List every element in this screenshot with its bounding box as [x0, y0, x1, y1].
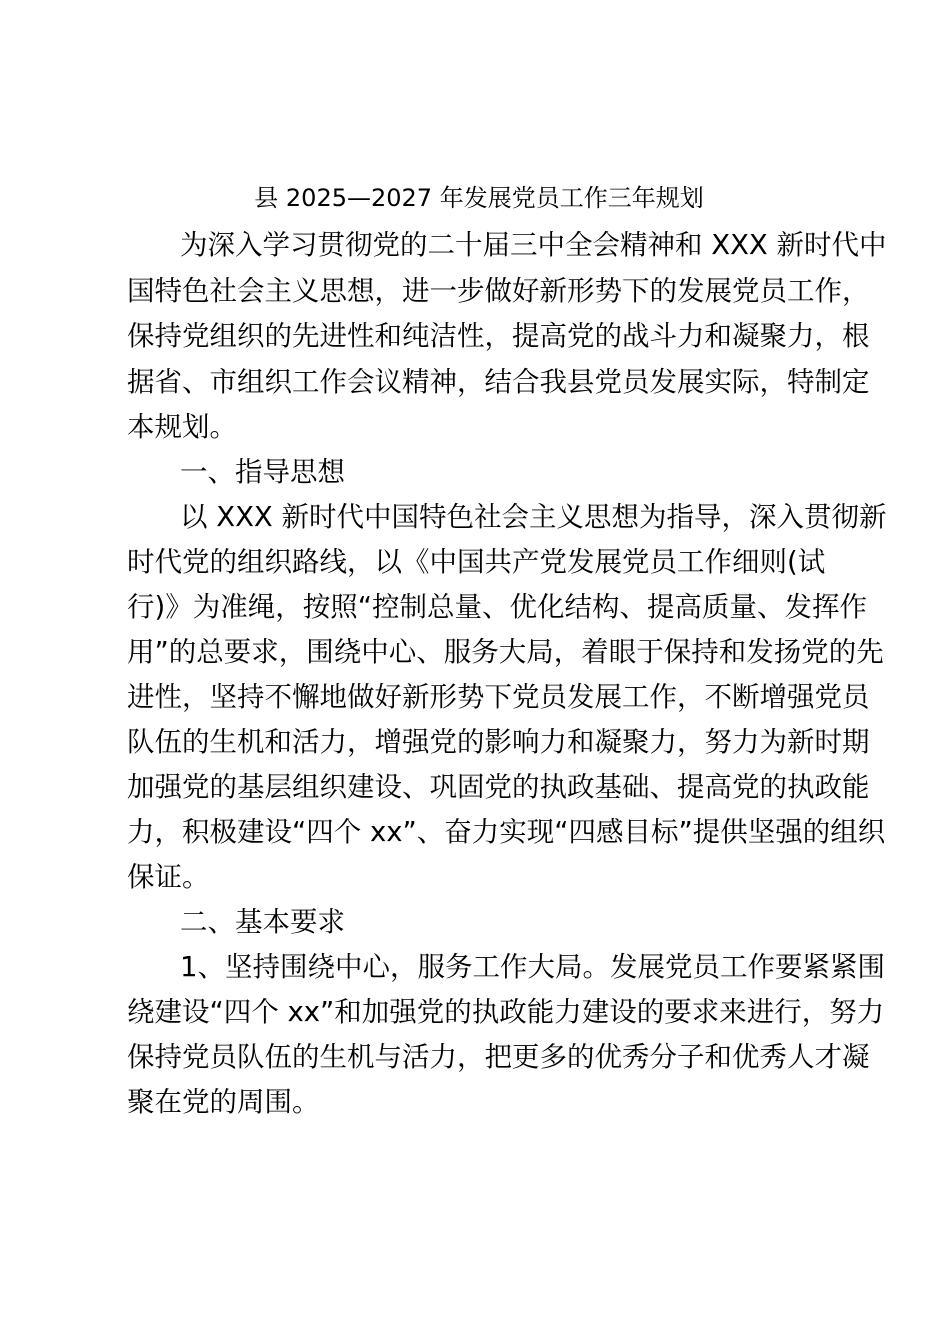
paragraph-line: 聚在党的周围。 — [127, 1086, 320, 1118]
paragraph-line: 力，积极建设“四个 xx”、奋力实现“四感目标”提供坚强的组织 — [127, 816, 886, 848]
paragraph-line: 加强党的基层组织建设、巩固党的执政基础、提高党的执政能 — [127, 771, 870, 803]
intro-line: 保持党组织的先进性和纯洁性，提高党的战斗力和凝聚力，根 — [127, 320, 870, 352]
intro-line: 据省、市组织工作会议精神，结合我县党员发展实际，特制定 — [127, 366, 870, 398]
paragraph-line: 时代党的组织路线，以《中国共产党发展党员工作细则(试 — [127, 546, 826, 578]
paragraph-line: 保持党员队伍的生机与活力，把更多的优秀分子和优秀人才凝 — [127, 1041, 870, 1073]
document-title: 县 2025—2027 年发展党员工作三年规划 — [254, 184, 704, 212]
paragraph-line: 用”的总要求，围绕中心、服务大局，着眼于保持和发扬党的先 — [127, 636, 884, 668]
section-heading-guiding-thought: 一、指导思想 — [180, 456, 345, 488]
paragraph-line: 进性，坚持不懈地做好新形势下党员发展工作，不断增强党员 — [127, 681, 870, 713]
paragraph-line: 1、坚持围绕中心，服务工作大局。发展党员工作要紧紧围 — [180, 951, 885, 983]
intro-line: 为深入学习贯彻党的二十届三中全会精神和 XXX 新时代中 — [180, 229, 887, 261]
paragraph-line: 队伍的生机和活力，增强党的影响力和凝聚力，努力为新时期 — [127, 726, 870, 758]
intro-line: 国特色社会主义思想，进一步做好新形势下的发展党员工作， — [127, 275, 870, 307]
paragraph-line: 绕建设“四个 xx”和加强党的执政能力建设的要求来进行，努力 — [127, 996, 885, 1028]
intro-line: 本规划。 — [127, 411, 237, 443]
paragraph-line: 保证。 — [127, 861, 210, 893]
section-heading-basic-requirements: 二、基本要求 — [180, 906, 345, 938]
paragraph-line: 行)》为准绳，按照“控制总量、优化结构、提高质量、发挥作 — [127, 591, 867, 623]
paragraph-line: 以 XXX 新时代中国特色社会主义思想为指导，深入贯彻新 — [180, 501, 887, 533]
